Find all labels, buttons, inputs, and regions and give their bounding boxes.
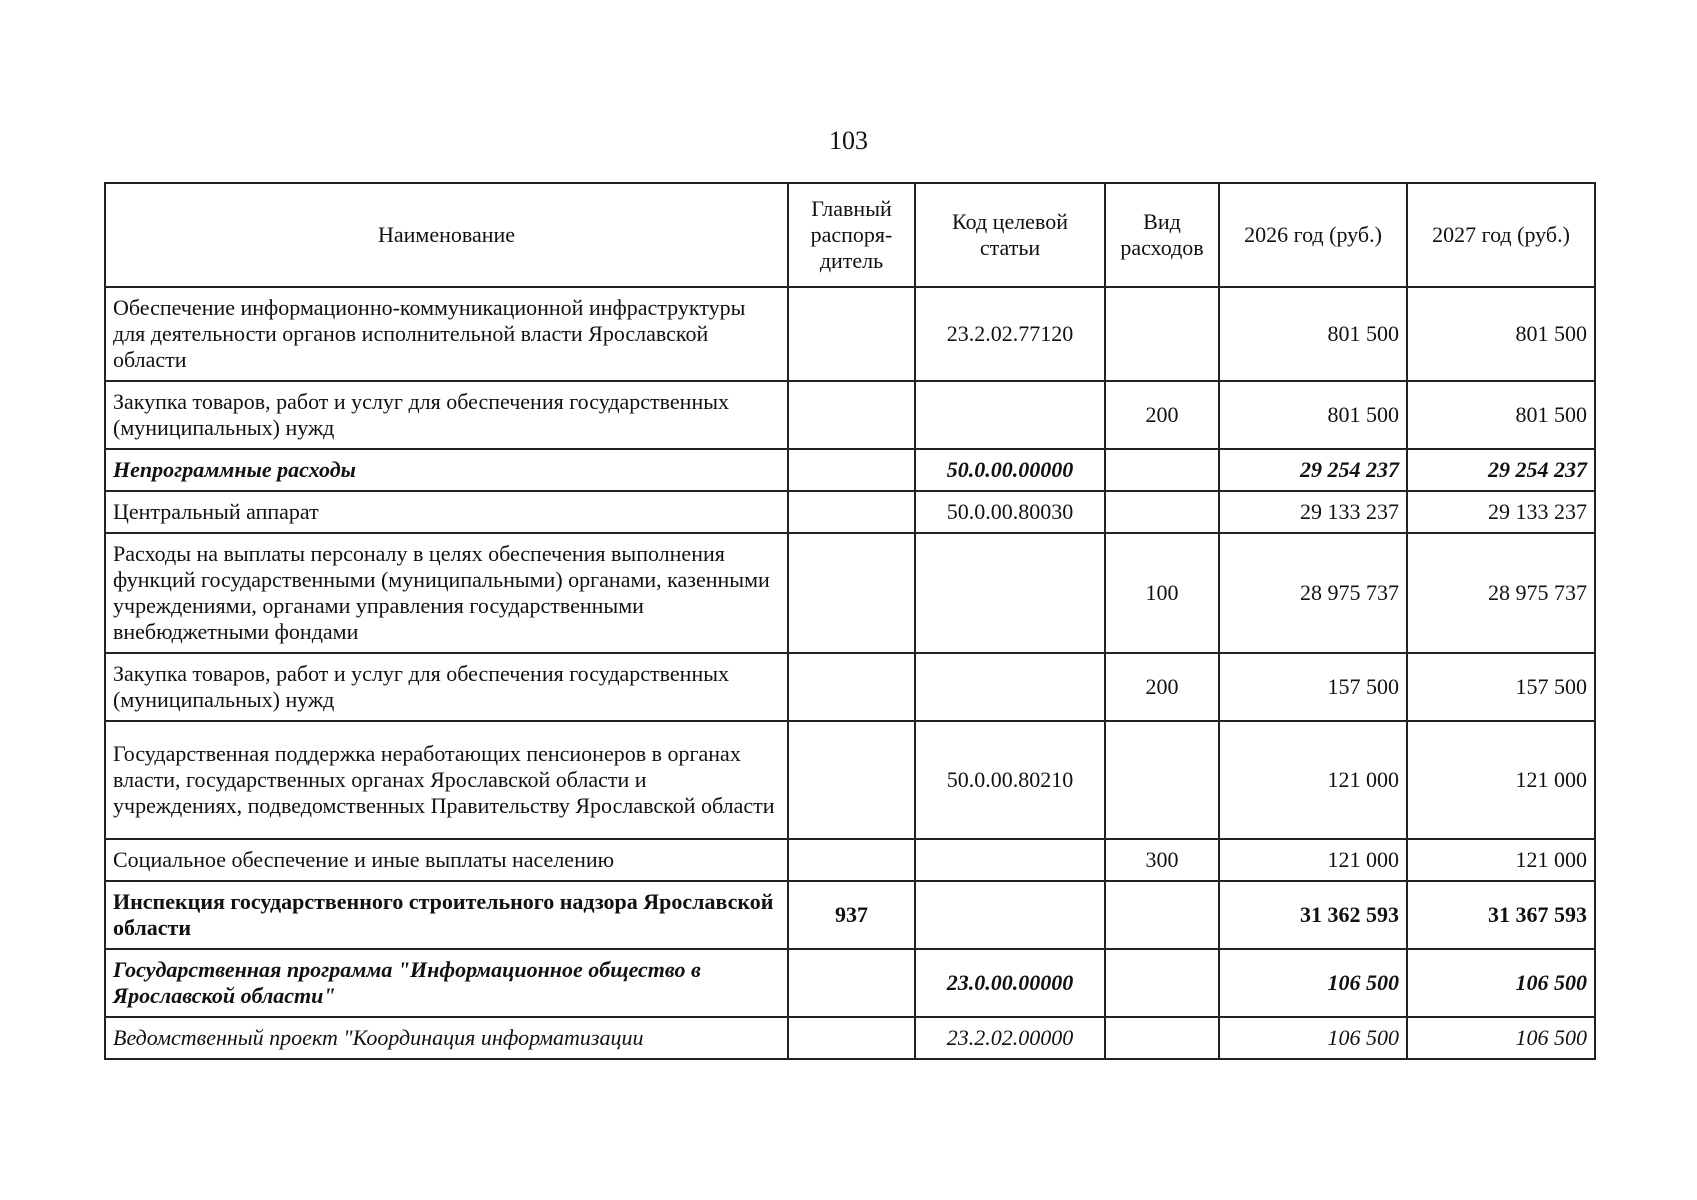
cell-target-code: [915, 839, 1105, 881]
cell-expense-type: 200: [1105, 381, 1219, 449]
table-row: [105, 533, 1595, 653]
cell-year-2027: 801 500: [1407, 381, 1595, 449]
cell-target-code: 50.0.00.80030: [915, 491, 1105, 533]
page-number: 103: [829, 126, 868, 155]
cell-year-2026: 29 133 237: [1219, 491, 1407, 533]
table-row: [105, 491, 1595, 533]
header-main-manager: Главный распоря-дитель: [788, 183, 915, 287]
cell-year-2027: 29 133 237: [1407, 491, 1595, 533]
table-row: [105, 1017, 1595, 1059]
cell-expense-type: [1105, 491, 1219, 533]
cell-year-2026: 106 500: [1219, 1017, 1407, 1059]
table-row: [105, 721, 1595, 839]
cell-year-2026: 121 000: [1219, 721, 1407, 839]
cell-target-code: 50.0.00.80210: [915, 721, 1105, 839]
cell-target-code: 23.2.02.77120: [915, 287, 1105, 381]
cell-expense-type: [1105, 1017, 1219, 1059]
cell-year-2027: 157 500: [1407, 653, 1595, 721]
cell-target-code: 23.2.02.00000: [915, 1017, 1105, 1059]
header-target-code: Код целевой статьи: [915, 183, 1105, 287]
table-row: [105, 287, 1595, 381]
cell-year-2027: 106 500: [1407, 1017, 1595, 1059]
cell-main-manager: [788, 287, 915, 381]
header-name: Наименование: [105, 183, 788, 287]
cell-year-2026: 28 975 737: [1219, 533, 1407, 653]
cell-name: Ведомственный проект "Координация информатизации: [105, 1017, 788, 1059]
cell-main-manager: [788, 839, 915, 881]
cell-year-2026: 29 254 237: [1219, 449, 1407, 491]
cell-name: Закупка товаров, работ и услуг для обеспечения государственных (муниципальных) нужд: [105, 381, 788, 449]
cell-expense-type: [1105, 949, 1219, 1017]
cell-year-2027: 801 500: [1407, 287, 1595, 381]
table-body: [105, 287, 1595, 1059]
cell-year-2026: 801 500: [1219, 381, 1407, 449]
cell-main-manager: [788, 949, 915, 1017]
table-row: [105, 653, 1595, 721]
table-row: [105, 449, 1595, 491]
cell-main-manager: [788, 381, 915, 449]
cell-main-manager: [788, 449, 915, 491]
cell-name: Социальное обеспечение и иные выплаты населению: [105, 839, 788, 881]
cell-year-2027: 28 975 737: [1407, 533, 1595, 653]
cell-expense-type: 100: [1105, 533, 1219, 653]
cell-expense-type: [1105, 721, 1219, 839]
cell-target-code: 50.0.00.00000: [915, 449, 1105, 491]
cell-name: Непрограммные расходы: [105, 449, 788, 491]
cell-expense-type: [1105, 449, 1219, 491]
cell-expense-type: 300: [1105, 839, 1219, 881]
cell-name: Закупка товаров, работ и услуг для обеспечения государственных (муниципальных) нужд: [105, 653, 788, 721]
cell-target-code: [915, 881, 1105, 949]
cell-target-code: 23.0.00.00000: [915, 949, 1105, 1017]
header-year-2027: 2027 год (руб.): [1407, 183, 1595, 287]
cell-year-2027: 121 000: [1407, 721, 1595, 839]
cell-name: Расходы на выплаты персоналу в целях обеспечения выполнения функций государственными (муниципальными) органами, казенными учреждениями, органами управления государственными внебюджетными фондами: [105, 533, 788, 653]
cell-target-code: [915, 381, 1105, 449]
cell-main-manager: [788, 721, 915, 839]
cell-main-manager: [788, 1017, 915, 1059]
cell-name: Центральный аппарат: [105, 491, 788, 533]
cell-year-2026: 121 000: [1219, 839, 1407, 881]
cell-expense-type: [1105, 881, 1219, 949]
table-row: [105, 381, 1595, 449]
cell-year-2026: 106 500: [1219, 949, 1407, 1017]
cell-name: Государственная программа "Информационное общество в Ярославской области": [105, 949, 788, 1017]
cell-year-2027: 106 500: [1407, 949, 1595, 1017]
cell-main-manager: [788, 491, 915, 533]
table-row: [105, 839, 1595, 881]
header-expense-type: Вид расходов: [1105, 183, 1219, 287]
cell-year-2027: 29 254 237: [1407, 449, 1595, 491]
table-row: [105, 881, 1595, 949]
cell-name: Государственная поддержка неработающих пенсионеров в органах власти, государственных органах Ярославской области и учреждениях, подведомственных Правительству Ярославской области: [105, 721, 788, 839]
cell-year-2026: 157 500: [1219, 653, 1407, 721]
cell-target-code: [915, 653, 1105, 721]
cell-year-2027: 121 000: [1407, 839, 1595, 881]
cell-year-2026: 31 362 593: [1219, 881, 1407, 949]
table-header-row: [105, 183, 1595, 287]
table-row: [105, 949, 1595, 1017]
cell-expense-type: [1105, 287, 1219, 381]
cell-main-manager: [788, 533, 915, 653]
cell-year-2026: 801 500: [1219, 287, 1407, 381]
cell-name: Обеспечение информационно-коммуникационной инфраструктуры для деятельности органов исполнительной власти Ярославской области: [105, 287, 788, 381]
header-year-2026: 2026 год (руб.): [1219, 183, 1407, 287]
cell-main-manager: [788, 653, 915, 721]
cell-expense-type: 200: [1105, 653, 1219, 721]
budget-table: [104, 182, 1596, 1060]
cell-year-2027: 31 367 593: [1407, 881, 1595, 949]
cell-name: Инспекция государственного строительного надзора Ярославской области: [105, 881, 788, 949]
cell-target-code: [915, 533, 1105, 653]
cell-main-manager: 937: [788, 881, 915, 949]
